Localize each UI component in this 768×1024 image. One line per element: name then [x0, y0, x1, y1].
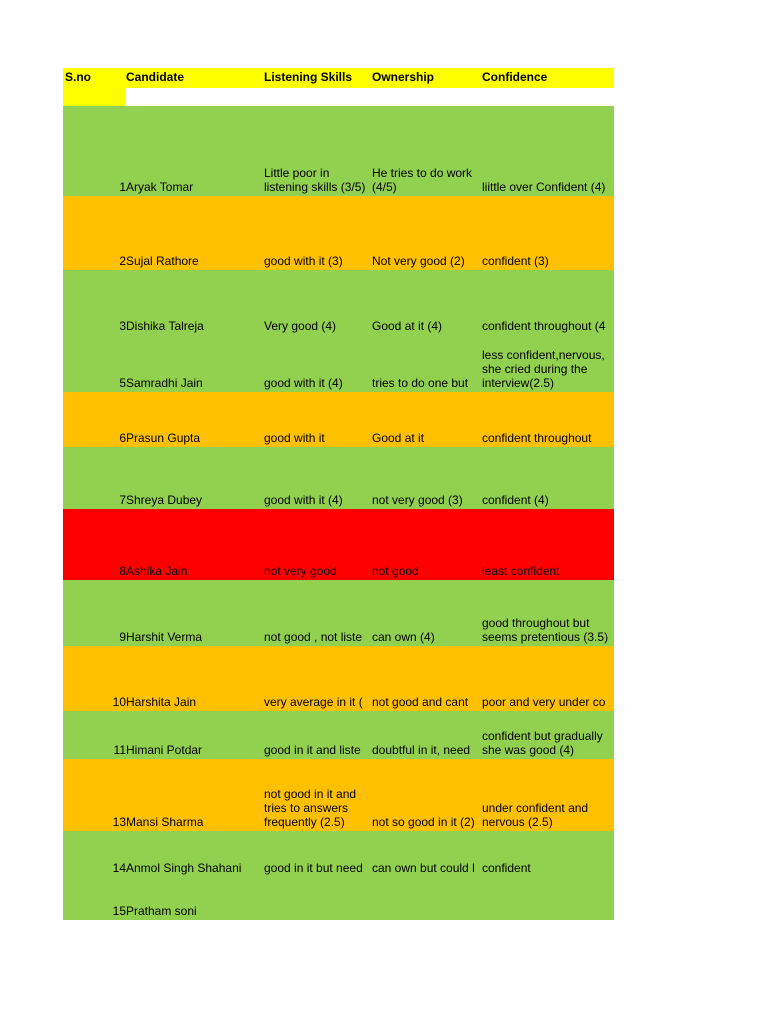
cell-candidate[interactable]: Harshit Verma	[126, 630, 203, 644]
header-confidence[interactable]: Confidence	[482, 70, 548, 84]
cell-candidate[interactable]: Samradhi Jain	[126, 376, 203, 390]
cell-ownership[interactable]: Not very good (2)	[372, 254, 465, 268]
header-listening-skills[interactable]: Listening Skills	[264, 70, 353, 84]
table-row	[63, 509, 614, 580]
cell-candidate[interactable]: Anmol Singh Shahani	[126, 861, 242, 875]
header-row	[63, 68, 614, 88]
cell-sno[interactable]: 14	[112, 861, 126, 875]
cell-sno[interactable]: 8	[119, 564, 126, 578]
table-row	[63, 335, 614, 392]
cell-candidate[interactable]: Dishika Talreja	[126, 319, 204, 333]
cell-confidence[interactable]: good throughout but seems pretentious (3.5)	[482, 616, 609, 644]
table-row	[63, 711, 614, 759]
table-row	[63, 270, 614, 335]
cell-listening[interactable]: not good , not liste	[264, 630, 363, 644]
cell-ownership[interactable]: tries to do one but	[372, 376, 469, 390]
cell-listening[interactable]: good with it (3)	[264, 254, 343, 268]
cell-sno[interactable]: 7	[119, 493, 126, 507]
cell-confidence[interactable]: confident (4)	[482, 493, 549, 507]
cell-ownership[interactable]: Good at it	[372, 431, 425, 445]
cell-confidence[interactable]: confident throughout	[482, 431, 592, 445]
cell-sno[interactable]: 2	[119, 254, 126, 268]
cell-candidate[interactable]: Himani Potdar	[126, 743, 203, 757]
cell-sno[interactable]: 6	[119, 431, 126, 445]
cell-ownership[interactable]: not very good (3)	[372, 493, 463, 507]
cell-candidate[interactable]: Prasun Gupta	[126, 431, 201, 445]
cell-listening[interactable]: good with it	[264, 431, 325, 445]
cell-candidate[interactable]: Ashika Jain	[126, 564, 188, 578]
cell-listening[interactable]: Very good (4)	[264, 319, 337, 333]
cell-sno[interactable]: 13	[112, 815, 126, 829]
cell-ownership[interactable]: He tries to do work (4/5)	[372, 166, 473, 194]
table-row	[63, 106, 614, 196]
cell-listening[interactable]: good in it and liste	[264, 743, 361, 757]
cell-sno[interactable]: 11	[113, 743, 126, 757]
cell-listening[interactable]: not very good	[264, 564, 337, 578]
cell-sno[interactable]: 1	[119, 180, 126, 194]
cell-candidate[interactable]: Harshita Jain	[126, 695, 197, 709]
cell-sno[interactable]: 15	[112, 904, 126, 918]
cell-confidence[interactable]: liittle over Confident (4)	[482, 180, 606, 194]
cell-confidence[interactable]: confident but gradually she was good (4)	[482, 729, 603, 757]
cell-ownership[interactable]: not good and cant	[372, 695, 469, 709]
cell-sno[interactable]: 3	[119, 319, 126, 333]
cell-listening[interactable]: good with it (4)	[264, 493, 343, 507]
cell-confidence[interactable]: under confident and nervous (2.5)	[482, 801, 589, 829]
cell-confidence[interactable]: confident	[482, 861, 531, 875]
table-row	[63, 580, 614, 646]
header-spacer-row	[63, 88, 614, 106]
cell-ownership[interactable]: can own but could l	[372, 861, 475, 875]
cell-listening[interactable]: very average in it (	[264, 695, 363, 709]
table-row	[63, 877, 614, 920]
cell-candidate[interactable]: Sujal Rathore	[126, 254, 199, 268]
cell-listening[interactable]: good in it but need	[264, 861, 363, 875]
cell-ownership[interactable]: can own (4)	[372, 630, 435, 644]
table-row	[63, 646, 614, 711]
cell-ownership[interactable]: not so good in it (2)	[372, 815, 475, 829]
cell-confidence[interactable]: less confident,nervous, she cried during the interview(2.5)	[482, 348, 605, 390]
table-row	[63, 831, 614, 877]
table-row	[63, 447, 614, 509]
header-ownership[interactable]: Ownership	[372, 70, 435, 84]
cell-listening[interactable]: Little poor in listening skills (3/5)	[264, 166, 366, 194]
cell-candidate[interactable]: Aryak Tomar	[126, 180, 194, 194]
cell-ownership[interactable]: not good	[372, 564, 419, 578]
table-row	[63, 759, 614, 831]
cell-confidence[interactable]: poor and very under co	[482, 695, 606, 709]
spreadsheet	[63, 68, 614, 920]
cell-confidence[interactable]: confident (3)	[482, 254, 549, 268]
cell-candidate[interactable]: Pratham soni	[126, 904, 197, 918]
table-row	[63, 196, 614, 270]
cell-confidence[interactable]: confident throughout (4	[482, 319, 606, 333]
cell-ownership[interactable]: doubtful in it, need	[372, 743, 471, 757]
cell-candidate[interactable]: Mansi Sharma	[126, 815, 204, 829]
cell-sno[interactable]: 10	[112, 695, 126, 709]
cell-listening[interactable]: good with it (4)	[264, 376, 343, 390]
cell-candidate[interactable]: Shreya Dubey	[126, 493, 203, 507]
header-sno-extension	[63, 88, 126, 106]
cell-listening[interactable]: not good in it and tries to answers frequently (2.5)	[264, 787, 357, 829]
table-row	[63, 392, 614, 447]
cell-sno[interactable]: 9	[119, 630, 126, 644]
cell-sno[interactable]: 5	[119, 376, 126, 390]
cell-confidence[interactable]: least confident	[482, 564, 560, 578]
cell-ownership[interactable]: Good at it (4)	[372, 319, 443, 333]
header-candidate[interactable]: Candidate	[126, 70, 185, 84]
header-sno[interactable]: S.no	[65, 70, 91, 84]
